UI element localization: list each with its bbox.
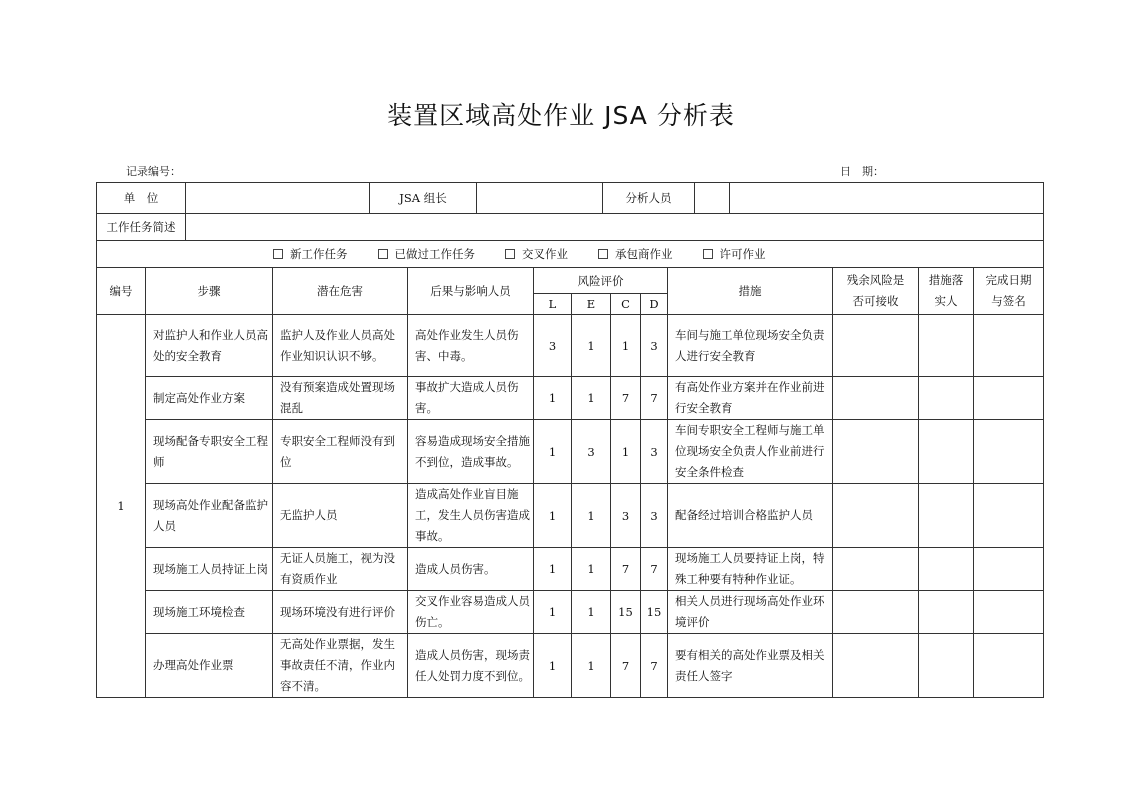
residual-cell[interactable] [833,634,919,698]
hazard-cell: 无监护人员 [273,484,408,548]
measures-cell: 要有相关的高处作业票及相关责任人签字 [668,634,833,698]
col-header-risk-eval: 风险评价 [534,268,668,294]
checkbox-permit-work[interactable]: 许可作业 [703,246,766,262]
D-cell: 3 [641,420,668,484]
consequence-cell: 造成高处作业盲目施工，发生人员伤害造成事故。 [408,484,534,548]
implementer-cell[interactable] [919,484,974,548]
implementer-cell[interactable] [919,591,974,634]
document-title: 装置区域高处作业 JSA 分析表 [387,101,735,130]
completion-cell[interactable] [974,548,1044,591]
hazard-cell: 没有预案造成处置现场混乱 [273,377,408,420]
checkbox-icon[interactable] [378,249,388,259]
measures-cell: 车间专职安全工程师与施工单位现场安全负责人作业前进行安全条件检查 [668,420,833,484]
checkbox-new-task[interactable]: 新工作任务 [273,246,348,262]
C-cell: 1 [611,315,641,377]
hazard-cell: 无证人员施工，视为没有资质作业 [273,548,408,591]
hazard-cell: 监护人及作业人员高处作业知识认识不够。 [273,315,408,377]
col-header-D: D [641,294,668,315]
completion-cell[interactable] [974,377,1044,420]
completion-cell[interactable] [974,591,1044,634]
checkbox-icon[interactable] [273,249,283,259]
consequence-cell: 事故扩大造成人员伤害。 [408,377,534,420]
L-cell: 1 [534,377,572,420]
step-cell: 现场施工环境检查 [146,591,273,634]
group-number: 1 [97,315,146,698]
col-header-hazard: 潜在危害 [273,268,408,315]
measures-cell: 有高处作业方案并在作业前进行安全教育 [668,377,833,420]
table-row [97,484,1044,548]
hazard-cell: 现场环境没有进行评价 [273,591,408,634]
C-cell: 15 [611,591,641,634]
L-cell: 1 [534,591,572,634]
col-header-implementer: 措施落 实人 [919,268,974,315]
E-cell: 1 [572,548,611,591]
implementer-cell[interactable] [919,548,974,591]
completion-cell[interactable] [974,420,1044,484]
col-header-completion: 完成日期 与签名 [974,268,1044,315]
table-row [97,634,1044,698]
checkbox-contractor-work[interactable]: 承包商作业 [598,246,673,262]
consequence-cell: 容易造成现场安全措施不到位，造成事故。 [408,420,534,484]
col-header-consequence: 后果与影响人员 [408,268,534,315]
D-cell: 7 [641,634,668,698]
checkbox-done-task[interactable]: 已做过工作任务 [378,246,476,262]
analyst-extra-field[interactable] [730,183,1044,214]
step-cell: 对监护人和作业人员高处的安全教育 [146,315,273,377]
col-header-E: E [572,294,611,315]
unit-label: 单 位 [97,183,186,214]
residual-cell[interactable] [833,591,919,634]
C-cell: 7 [611,377,641,420]
record-number-label: 记录编号： [126,165,181,178]
completion-cell[interactable] [974,315,1044,377]
residual-cell[interactable] [833,484,919,548]
header-info-table [96,182,1044,268]
D-cell: 7 [641,548,668,591]
C-cell: 7 [611,548,641,591]
date-label: 日 期： [840,165,884,178]
C-cell: 3 [611,484,641,548]
completion-cell[interactable] [974,484,1044,548]
table-row [97,591,1044,634]
analyst-label: 分析人员 [603,183,695,214]
task-desc-field[interactable] [186,214,1044,241]
col-header-step: 步骤 [146,268,273,315]
measures-cell: 相关人员进行现场高处作业环境评价 [668,591,833,634]
jsa-leader-field[interactable] [477,183,603,214]
implementer-cell[interactable] [919,377,974,420]
jsa-leader-label: JSA 组长 [370,183,477,214]
C-cell: 7 [611,634,641,698]
analyst-field[interactable] [695,183,730,214]
jsa-analysis-table [96,267,1044,698]
completion-cell[interactable] [974,634,1044,698]
D-cell: 7 [641,377,668,420]
E-cell: 1 [572,634,611,698]
consequence-cell: 造成人员伤害。 [408,548,534,591]
col-header-L: L [534,294,572,315]
C-cell: 1 [611,420,641,484]
unit-field[interactable] [186,183,370,214]
measures-cell: 车间与施工单位现场安全负责人进行安全教育 [668,315,833,377]
D-cell: 3 [641,484,668,548]
step-cell: 现场高处作业配备监护人员 [146,484,273,548]
table-row [97,377,1044,420]
checkbox-icon[interactable] [505,249,515,259]
col-header-measures: 措施 [668,268,833,315]
L-cell: 3 [534,315,572,377]
step-cell: 办理高处作业票 [146,634,273,698]
measures-cell: 配备经过培训合格监护人员 [668,484,833,548]
E-cell: 3 [572,420,611,484]
L-cell: 1 [534,484,572,548]
checkbox-cross-work[interactable]: 交叉作业 [505,246,568,262]
step-cell: 制定高处作业方案 [146,377,273,420]
residual-cell[interactable] [833,420,919,484]
E-cell: 1 [572,377,611,420]
D-cell: 15 [641,591,668,634]
step-cell: 现场配备专职安全工程师 [146,420,273,484]
table-row [97,548,1044,591]
consequence-cell: 交叉作业容易造成人员伤亡。 [408,591,534,634]
L-cell: 1 [534,548,572,591]
E-cell: 1 [572,591,611,634]
E-cell: 1 [572,315,611,377]
col-header-no: 编号 [97,268,146,315]
task-type-row [97,241,1044,268]
table-row [97,315,1044,377]
L-cell: 1 [534,634,572,698]
D-cell: 3 [641,315,668,377]
table-row [97,420,1044,484]
residual-cell[interactable] [833,377,919,420]
col-header-C: C [611,294,641,315]
measures-cell: 现场施工人员要持证上岗，特殊工种要有特种作业证。 [668,548,833,591]
hazard-cell: 专职安全工程师没有到位 [273,420,408,484]
L-cell: 1 [534,420,572,484]
consequence-cell: 高处作业发生人员伤害、中毒。 [408,315,534,377]
implementer-cell[interactable] [919,634,974,698]
residual-cell[interactable] [833,315,919,377]
implementer-cell[interactable] [919,315,974,377]
task-desc-label: 工作任务简述 [97,214,186,241]
col-header-residual-risk: 残余风险是 否可接收 [833,268,919,315]
residual-cell[interactable] [833,548,919,591]
E-cell: 1 [572,484,611,548]
implementer-cell[interactable] [919,420,974,484]
checkbox-icon[interactable] [703,249,713,259]
step-cell: 现场施工人员持证上岗 [146,548,273,591]
consequence-cell: 造成人员伤害，现场责任人处罚力度不到位。 [408,634,534,698]
hazard-cell: 无高处作业票据，发生事故责任不清，作业内容不清。 [273,634,408,698]
checkbox-icon[interactable] [598,249,608,259]
